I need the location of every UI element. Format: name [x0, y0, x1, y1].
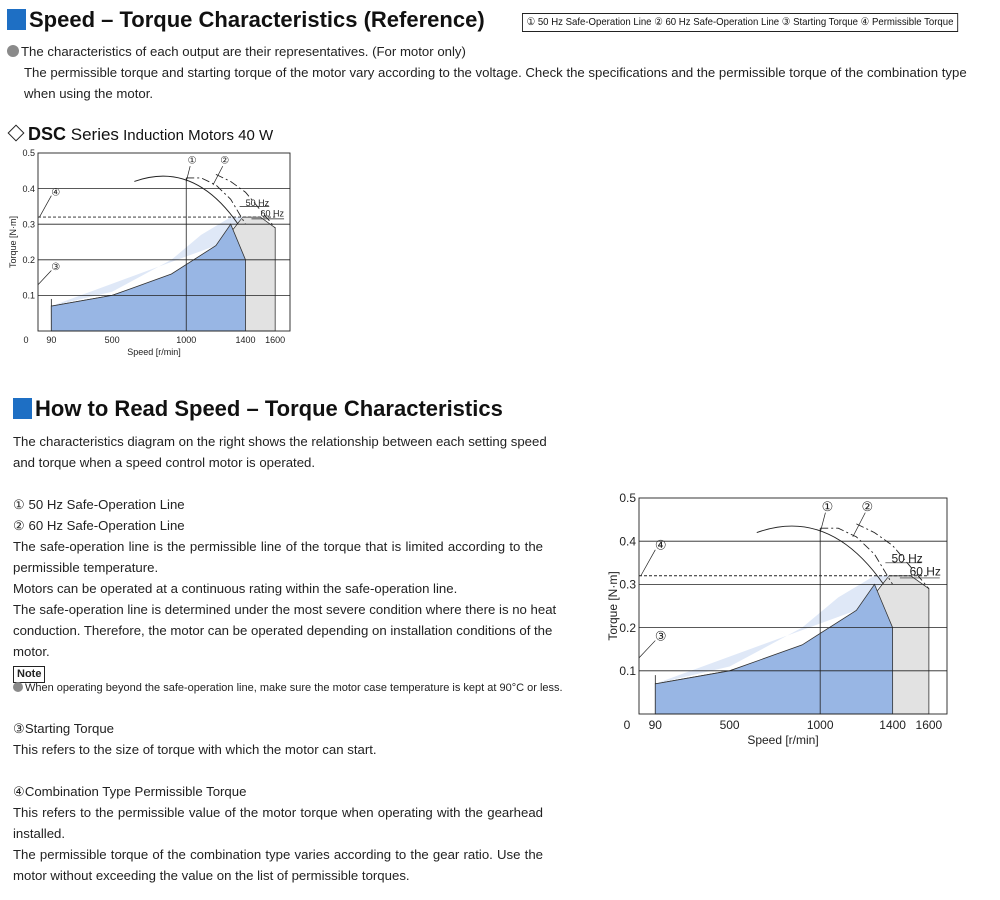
leader-4	[39, 196, 51, 217]
y-tick-label: 0.2	[22, 254, 35, 265]
large-torque-chart	[595, 485, 965, 755]
x-tick-label: 500	[104, 335, 120, 345]
x-tick-label: 1000	[806, 718, 834, 732]
leader-2	[213, 166, 223, 185]
y-tick-label: 0.3	[22, 219, 35, 230]
para-line6: motor.	[13, 644, 50, 659]
x-axis-label: Speed [r/min]	[747, 733, 819, 747]
annotation-3: ③	[654, 628, 667, 644]
section1-line2: The permissible torque and starting torque of the motor vary according to the voltage. Check the specifications and the permissible torque of the combination type	[24, 65, 967, 80]
label-60hz: 60 Hz	[260, 208, 284, 219]
section2-permissible-torque	[13, 781, 543, 886]
permissible-text4: motor without exceeding the value on the list of permissible torques.	[13, 868, 410, 883]
y-tick-label: 0.1	[22, 290, 35, 301]
y-tick-label: 0.2	[619, 620, 636, 635]
leader-2	[853, 513, 865, 537]
para-line5: conduction. Therefore, the motor can be operated depending on installation conditions of the	[13, 623, 553, 638]
annotation-2: ②	[220, 155, 230, 167]
chart-legend: ① 50 Hz Safe-Operation Line ② 60 Hz Safe-Operation Line ③ Starting Torque ④ Permissible Torque	[522, 13, 958, 32]
x-tick-label: 500	[719, 718, 740, 732]
x-axis-label: Speed [r/min]	[127, 347, 181, 357]
item-60hz: ② 60 Hz Safe-Operation Line	[13, 518, 185, 533]
x-tick-label: 1600	[915, 718, 943, 732]
leader-3	[38, 270, 51, 284]
para-line4: The safe-operation line is determined under the most severe condition where there is no heat	[13, 602, 557, 617]
annotation-4: ④	[51, 187, 61, 199]
y-tick-label: 0.3	[619, 577, 636, 592]
x-tick-label: 0	[23, 335, 29, 345]
annotation-4: ④	[654, 537, 667, 553]
section2-starting-torque	[13, 718, 543, 760]
intro-line1: The characteristics diagram on the right shows the relationship between each setting speed	[13, 434, 547, 449]
starting-torque-text: This refers to the size of torque with which the motor can start.	[13, 742, 377, 757]
bullet-icon	[7, 45, 19, 57]
y-tick-label: 0.5	[22, 148, 35, 159]
item-permissible-torque: ④Combination Type Permissible Torque	[13, 784, 247, 799]
item-starting-torque: ③Starting Torque	[13, 721, 115, 736]
blue-square-icon	[7, 9, 26, 30]
permissible-text2: installed.	[13, 826, 66, 841]
leader-1	[820, 513, 825, 533]
permissible-text1: This refers to the permissible value of the motor torque when operating with the gearhead	[13, 805, 543, 820]
note-label: Note	[13, 664, 45, 683]
section2-intro	[13, 431, 547, 473]
diamond-icon	[8, 125, 25, 142]
note-text: When operating beyond the safe-operation line, make sure the motor case temperature is kept at 90°C or less.	[13, 682, 563, 694]
section2-title: How to Read Speed – Torque Characteristics	[13, 396, 503, 422]
item-50hz: ① 50 Hz Safe-Operation Line	[13, 497, 185, 512]
leader-1	[186, 166, 190, 181]
para-line2: permissible temperature.	[13, 560, 159, 575]
x-tick-label: 1400	[235, 335, 256, 345]
annotation-2: ②	[861, 498, 874, 514]
permissible-text3: The permissible torque of the combination type varies according to the gear ratio. Use the	[13, 847, 543, 862]
x-tick-label: 90	[648, 718, 662, 732]
y-tick-label: 0.4	[619, 534, 636, 549]
section2-safe-line	[13, 494, 557, 662]
para-line3: Motors can be operated at a continuous rating within the safe-operation line.	[13, 581, 458, 596]
section1-title: Speed – Torque Characteristics (Reference)	[7, 7, 485, 33]
small-torque-chart	[0, 145, 300, 367]
label-50hz: 50 Hz	[891, 551, 923, 566]
section1-line1: The characteristics of each output are their representatives. (For motor only)	[7, 41, 466, 62]
annotation-1: ①	[821, 498, 834, 514]
y-axis-label: Torque [N·m]	[606, 571, 620, 641]
annotation-1: ①	[187, 155, 197, 167]
annotation-3: ③	[51, 262, 61, 274]
leader-4	[641, 550, 655, 576]
leader-3	[639, 641, 655, 658]
x-tick-label: 90	[46, 335, 57, 345]
y-tick-label: 0.1	[619, 664, 636, 678]
y-tick-label: 0.4	[22, 183, 35, 194]
y-tick-label: 0.5	[619, 491, 636, 506]
label-50hz: 50 Hz	[245, 197, 270, 208]
x-tick-label: 0	[623, 718, 631, 732]
chart1-subtitle: DSC Series Induction Motors 40 W	[8, 124, 273, 145]
section1-line3: when using the motor.	[24, 86, 154, 101]
x-tick-label: 1000	[176, 335, 197, 345]
intro-line2: and torque when a speed control motor is operated.	[13, 455, 316, 470]
blue-square-icon	[13, 398, 32, 419]
para-line1: The safe-operation line is the permissible line of the torque that is limited according to the	[13, 539, 543, 554]
y-axis-label: Torque [N·m]	[8, 215, 18, 269]
x-tick-label: 1600	[265, 335, 286, 345]
bullet-icon	[13, 682, 23, 692]
x-tick-label: 1400	[879, 718, 906, 732]
label-60hz: 60 Hz	[909, 564, 941, 579]
